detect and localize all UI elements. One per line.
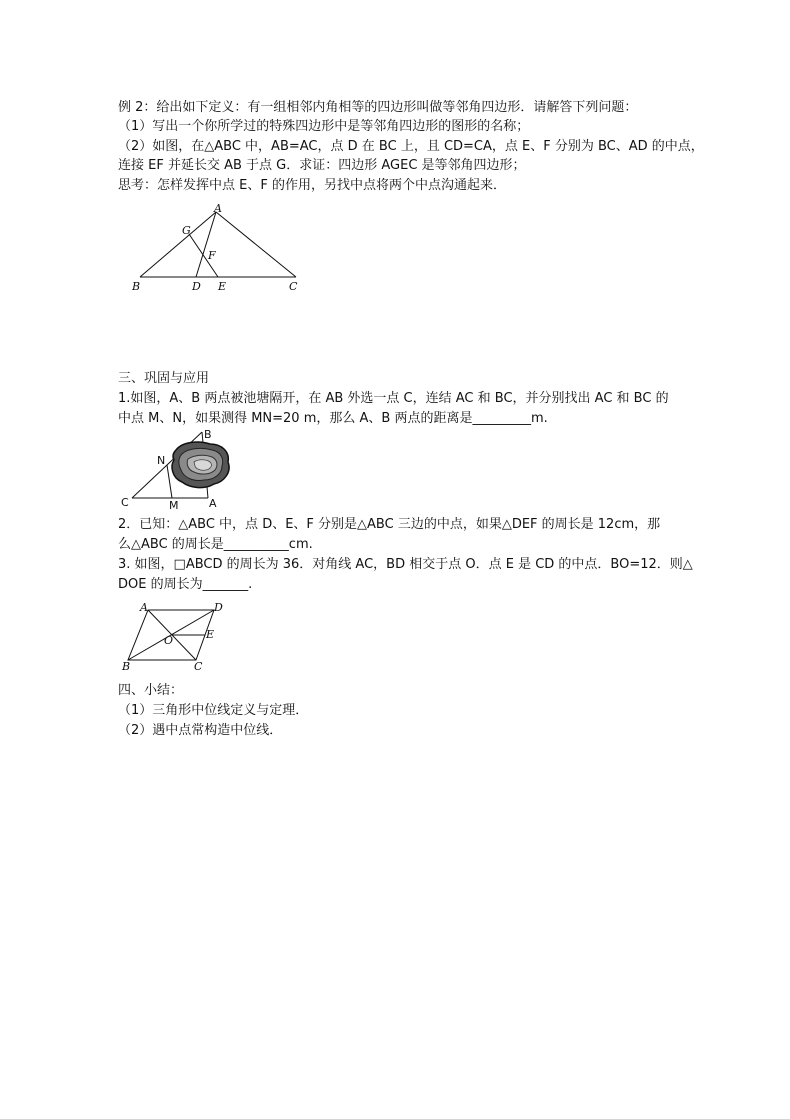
segment-nm (167, 465, 172, 498)
section3-heading: 三、巩固与应用 (118, 371, 210, 386)
segment-ad (196, 212, 216, 277)
problem2-line1: 2．已知：△ABC 中，点 D、E、F 分别是△ABC 三边的中点，如果△DEF 的周长是 12cm，那 (118, 517, 661, 532)
para-label-d: D (214, 601, 223, 614)
pond-label-n: N (157, 454, 166, 467)
section4-heading: 四、小结： (118, 683, 184, 698)
label-b: B (132, 280, 141, 293)
problem2-line2: 么△ABC 的周长是__________cm. (118, 537, 313, 552)
segment-ba (140, 212, 216, 277)
pond-figure (118, 428, 238, 510)
example2-question-1: （1）写出一个你所学过的特殊四边形中是等邻角四边形的图形的名称； (118, 119, 530, 134)
label-g: G (182, 224, 191, 237)
pond-label-c: C (121, 496, 129, 509)
example2-question-2-line2: 连接 EF 并延长交 AB 于点 G．求证：四边形 AGEC 是等邻角四边形； (118, 158, 526, 173)
label-a: A (214, 202, 222, 215)
pond-label-b: B (204, 428, 212, 441)
problem1-line2: 中点 M、N，如果测得 MN=20 m，那么 A、B 两点的距离是_________m. (118, 411, 548, 426)
problem3-line1: 3. 如图，□ABCD 的周长为 36．对角线 AC，BD 相交于点 O．点 E 是 CD 的中点．BO=12．则△ (118, 557, 693, 572)
problem1-line1: 1.如图，A、B 两点被池塘隔开，在 AB 外选一点 C，连结 AC 和 BC，并分别找出 AC 和 BC 的 (118, 391, 669, 406)
example2-title: 例 2：给出如下定义：有一组相邻内角相等的四边形叫做等邻角四边形．请解答下列问题： (118, 100, 638, 115)
pond-label-a: A (209, 497, 217, 510)
example2-think: 思考：怎样发挥中点 E、F 的作用，另找中点将两个中点沟通起来． (118, 178, 506, 193)
label-d: D (192, 280, 201, 293)
summary-item-2: （2）遇中点常构造中位线． (118, 723, 283, 738)
pond-icon (172, 442, 229, 488)
label-e: E (218, 280, 227, 293)
para-label-a: A (140, 601, 148, 614)
para-label-c: C (194, 660, 203, 672)
pond-label-m: M (169, 499, 179, 510)
parallelogram-figure (118, 600, 230, 672)
triangle-figure (128, 202, 318, 298)
para-label-b: B (122, 660, 131, 672)
segment-ac (216, 212, 296, 277)
label-f: F (208, 249, 216, 262)
para-label-e: E (206, 628, 215, 641)
summary-item-1: （1）三角形中位线定义与定理． (118, 703, 309, 718)
problem3-line2: DOE 的周长为_______. (118, 577, 253, 592)
label-c: C (289, 280, 298, 293)
example2-question-2-line1: （2）如图，在△ABC 中，AB=AC，点 D 在 BC 上，且 CD=CA，点 E、F 分别为 BC、AD 的中点， (118, 139, 704, 154)
para-label-o: O (164, 634, 174, 647)
